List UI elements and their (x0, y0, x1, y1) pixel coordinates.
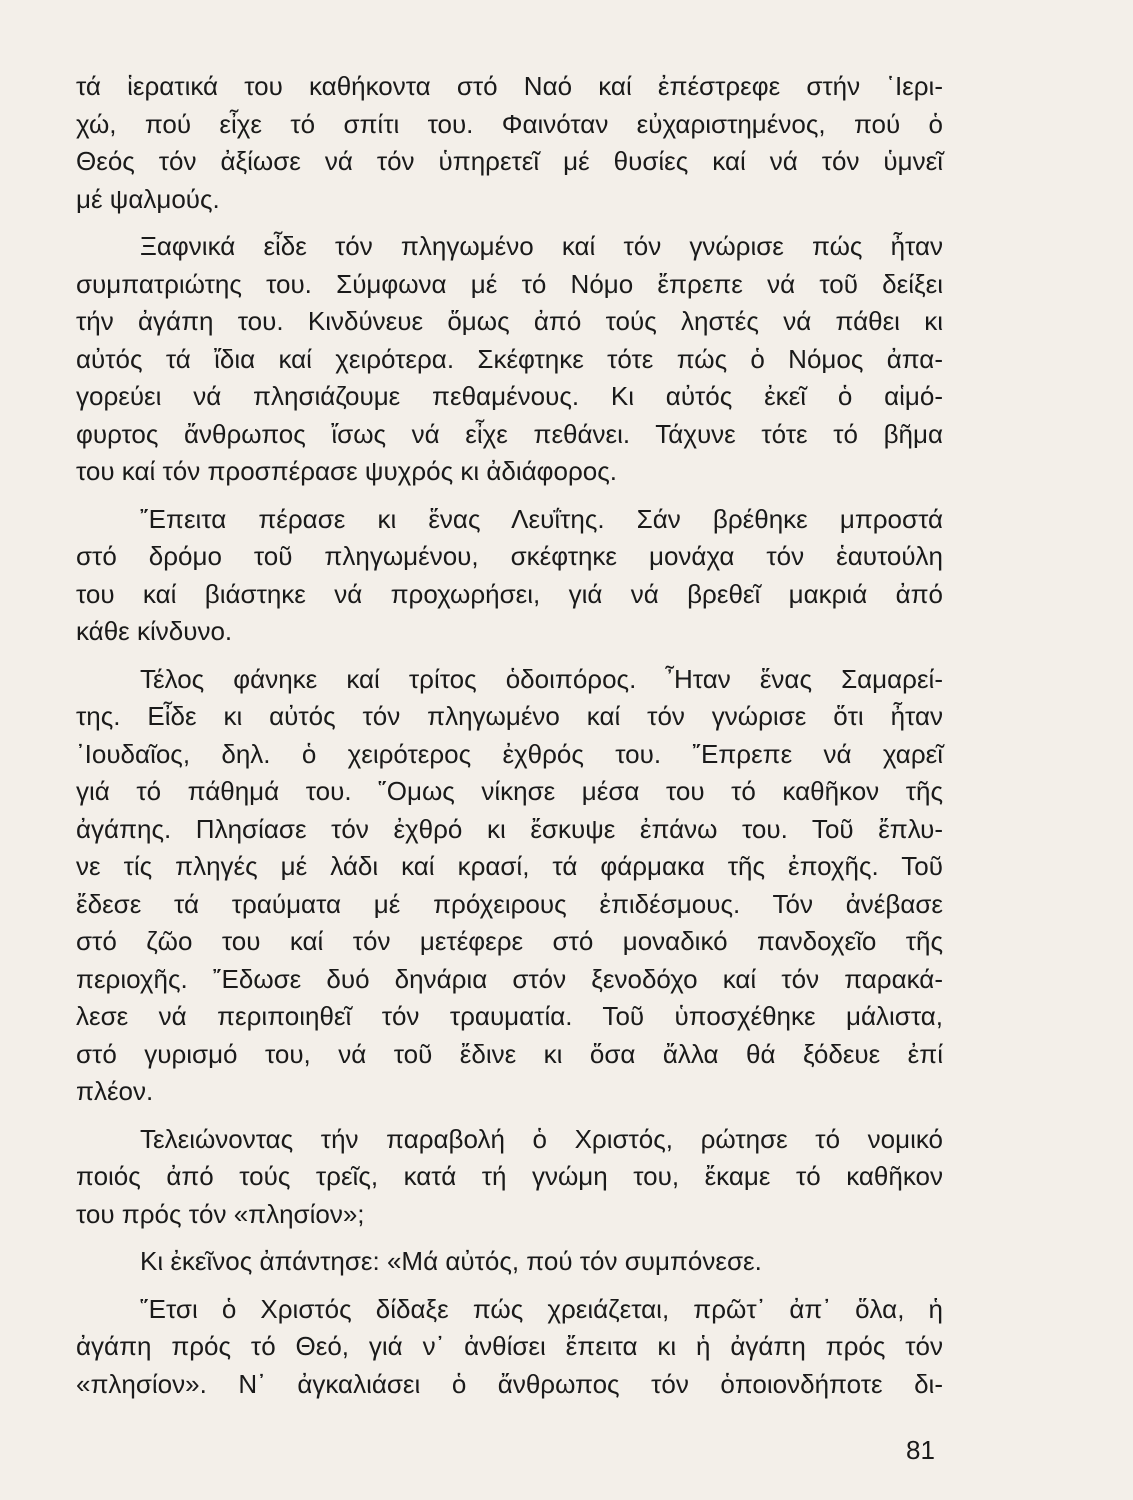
text-line: Τέλος φάνηκε καί τρίτος ὁδοιπόρος. ῏Ηταν ἕνας Σαμαρεί- (140, 663, 943, 694)
text-line: Τελειώνοντας τήν παραβολή ὁ Χριστός, ρώτησε τό νομικό (140, 1123, 943, 1154)
text-line: γιά τό πάθημά του. ῞Ομως νίκησε μέσα του τό καθῆκον τῆς (76, 776, 943, 806)
text-line: μέ ψαλμούς. (76, 183, 220, 214)
text-line: στό ζῶο του καί τόν μετέφερε στό μοναδικό πανδοχεῖο τῆς (76, 926, 943, 956)
text-line: στό δρόμο τοῦ πληγωμένου, σκέφτηκε μονάχα τόν ἑαυτούλη (76, 541, 943, 571)
text-line: Κι ἐκεῖνος ἀπάντησε: «Μά αὐτός, πού τόν συμπόνεσε. (140, 1246, 762, 1276)
text-line: ἀγάπη πρός τό Θεό, γιά ν᾿ ἀνθίσει ἔπειτα κι ἡ ἀγάπη πρός τόν (76, 1331, 943, 1361)
paragraph-6 (76, 1243, 943, 1281)
text-line: αὐτός τά ἴδια καί χειρότερα. Σκέφτηκε τότε πώς ὁ Νόμος ἀπα- (76, 343, 943, 374)
text-line: νε τίς πληγές μέ λάδι καί κρασί, τά φάρμακα τῆς ἐποχῆς. Τοῦ (76, 851, 943, 881)
text-line: ᾿Ιουδαῖος, δηλ. ὁ χειρότερος ἐχθρός του. ῎Επρεπε νά χαρεῖ (76, 738, 943, 769)
paragraph-1 (76, 68, 943, 218)
text-line: κάθε κίνδυνο. (76, 616, 233, 646)
paragraph-5 (76, 1121, 943, 1234)
text-line: φυρτος ἄνθρωπος ἴσως νά εἶχε πεθάνει. Τάχυνε τότε τό βῆμα (76, 418, 943, 449)
text-line: του καί βιάστηκε νά προχωρήσει, γιά νά βρεθεῖ μακριά ἀπό (76, 578, 943, 609)
text-line: γορεύει νά πλησιάζουμε πεθαμένους. Κι αὐτός ἐκεῖ ὁ αἱμό- (76, 381, 943, 411)
text-line: του καί τόν προσπέρασε ψυχρός κι ἀδιάφορος. (76, 456, 617, 486)
paragraph-3 (76, 501, 943, 651)
text-line: «πλησίον». Ν᾿ ἀγκαλιάσει ὁ ἄνθρωπος τόν ὁποιονδήποτε δι- (76, 1368, 943, 1399)
text-line: συμπατριώτης του. Σύμφωνα μέ τό Νόμο ἔπρεπε νά τοῦ δείξει (76, 268, 943, 299)
paragraph-2 (76, 228, 943, 491)
text-line: πλέον. (76, 1076, 154, 1106)
text-line: τά ἱερατικά του καθήκοντα στό Ναό καί ἐπέστρεφε στήν ῾Ιερι- (76, 71, 943, 101)
page-number: 81 (906, 1435, 935, 1465)
text-line: Ξαφνικά εἶδε τόν πληγωμένο καί τόν γνώρισε πώς ἦταν (140, 231, 943, 261)
text-line: χώ, πού εἶχε τό σπίτι του. Φαινόταν εὐχαριστημένος, πού ὁ (76, 108, 943, 139)
paragraph-7 (76, 1291, 943, 1404)
text-line: ποιός ἀπό τούς τρεῖς, κατά τή γνώμη του, ἔκαμε τό καθῆκον (76, 1161, 943, 1191)
text-line: ἔδεσε τά τραύματα μέ πρόχειρους ἐπιδέσμους. Τόν ἀνέβασε (76, 888, 943, 919)
text-line: ῎Επειτα πέρασε κι ἕνας Λευΐτης. Σάν βρέθηκε μπροστά (140, 503, 943, 534)
text-line: λεσε νά περιποιηθεῖ τόν τραυματία. Τοῦ ὑποσχέθηκε μάλιστα, (76, 1001, 943, 1031)
text-line: του πρός τόν «πλησίον»; (76, 1198, 365, 1229)
text-line: ἀγάπης. Πλησίασε τόν ἐχθρό κι ἔσκυψε ἐπάνω του. Τοῦ ἔπλυ- (76, 813, 943, 844)
text-line: περιοχῆς. ῎Εδωσε δυό δηνάρια στόν ξενοδόχο καί τόν παρακά- (76, 963, 943, 994)
paragraph-4 (76, 661, 943, 1111)
text-line: της. Εἶδε κι αὐτός τόν πληγωμένο καί τόν γνώρισε ὅτι ἦταν (76, 701, 943, 731)
text-line: στό γυρισμό του, νά τοῦ ἔδινε κι ὅσα ἄλλα θά ξόδευε ἐπί (76, 1038, 943, 1069)
text-line: Θεός τόν ἀξίωσε νά τόν ὑπηρετεῖ μέ θυσίες καί νά τόν ὑμνεῖ (76, 146, 943, 176)
text-line: τήν ἀγάπη του. Κινδύνευε ὅμως ἀπό τούς ληστές νά πάθει κι (76, 306, 943, 336)
text-line: ῞Ετσι ὁ Χριστός δίδαξε πώς χρειάζεται, πρῶτ᾿ ἀπ᾿ ὅλα, ἡ (140, 1293, 943, 1324)
